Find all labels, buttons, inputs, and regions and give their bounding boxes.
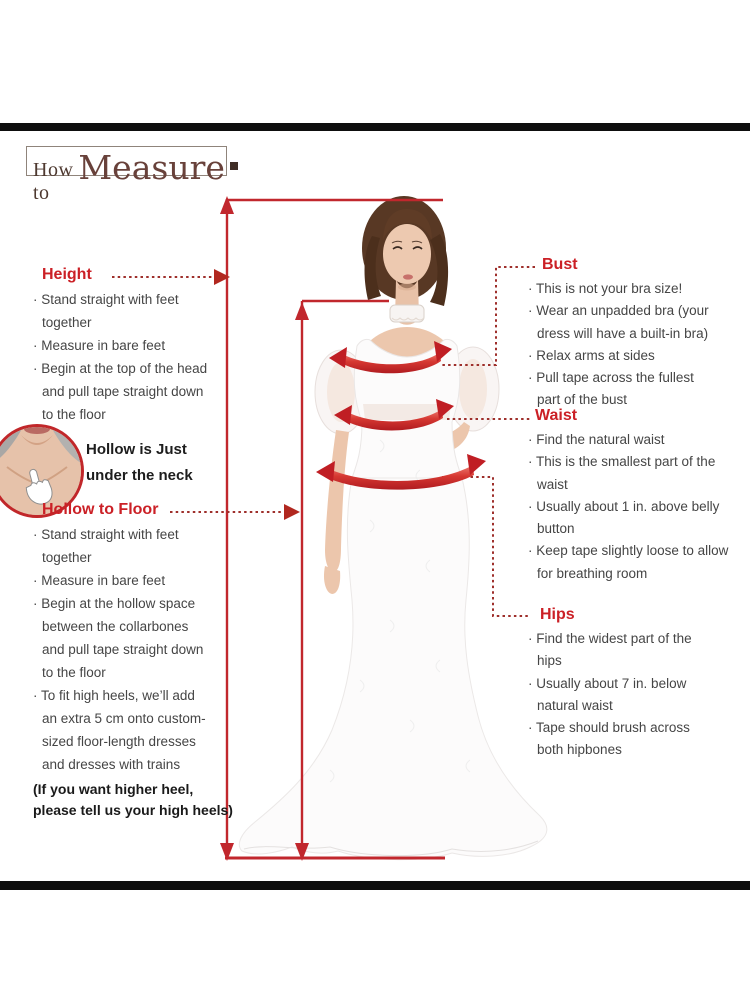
instruction-line: hips [537,653,562,669]
instruction-line: · Keep tape slightly loose to allow [528,543,729,559]
instruction-line: (If you want higher heel, [33,781,194,797]
waist-label: Waist [535,407,578,424]
instruction-line: between the collarbones [42,619,189,634]
instruction-line: natural waist [537,697,613,713]
waist-section [528,407,728,585]
instruction-line: · This is the smallest part of the [528,454,716,470]
instruction-line: · To fit high heels, we’ll add [33,688,195,703]
hips-section [528,606,692,762]
waist-instructions [528,429,728,585]
height-section [33,266,207,426]
height-label: Height [42,266,92,283]
instruction-line: · Begin at the hollow space [33,596,196,611]
instruction-line: · Pull tape across the fullest [528,370,694,386]
instruction-line: and dresses with trains [42,757,181,772]
instruction-line: · Find the widest part of the [528,631,692,646]
hollow-to-floor-instructions [33,523,233,776]
instruction-line: · Measure in bare feet [33,338,166,353]
bust-label: Bust [542,256,578,273]
hollow-to-floor-section [33,501,233,820]
instruction-line: · Stand straight with feet [33,292,179,307]
instruction-line: · Find the natural waist [528,432,665,447]
instruction-line: an extra 5 cm onto custom- [42,711,206,726]
instruction-line: · Usually about 7 in. below [528,675,687,691]
hollow-note-line2: under the neck [86,467,193,484]
instruction-line: to the floor [42,407,106,422]
line-arrowheads [220,196,309,861]
instruction-line: together [42,550,92,565]
instruction-line: · Relax arms at sides [528,347,655,363]
instruction-line: both hipbones [537,742,622,758]
instruction-line: part of the bust [537,392,628,408]
instruction-line: · This is not your bra size! [528,281,683,296]
model-photo [239,196,547,860]
instruction-line: · Measure in bare feet [33,573,166,588]
instruction-line: · Begin at the top of the head [33,361,208,376]
instruction-line: · Stand straight with feet [33,527,179,542]
hollow-note-line1: Hollow is Just [86,441,187,458]
high-heel-note [33,779,233,820]
bust-instructions [528,278,709,412]
instruction-line: together [42,315,92,330]
hips-instructions [528,628,692,762]
bust-section [528,256,709,412]
instruction-line: waist [537,476,568,492]
instruction-line: · Tape should brush across [528,720,690,736]
instruction-line: for breathing room [537,565,648,581]
instruction-line: please tell us your high heels) [33,801,233,818]
instruction-line: to the floor [42,665,106,680]
hips-label: Hips [540,606,575,623]
hollow-to-floor-label: Hollow to Floor [42,501,159,518]
instruction-line: and pull tape straight down [42,642,204,657]
instruction-line: · Usually about 1 in. above belly [528,498,720,514]
height-instructions [33,288,207,426]
instruction-line: · Wear an unpadded bra (your [528,303,709,319]
instruction-line: dress will have a built-in bra) [537,325,709,341]
instruction-line: and pull tape straight down [42,384,204,399]
title-prefix: How to [33,159,74,204]
hollow-note [86,437,193,489]
title-main: Measure [78,148,225,187]
instruction-line: sized floor-length dresses [42,734,196,749]
instruction-line: button [537,521,575,537]
